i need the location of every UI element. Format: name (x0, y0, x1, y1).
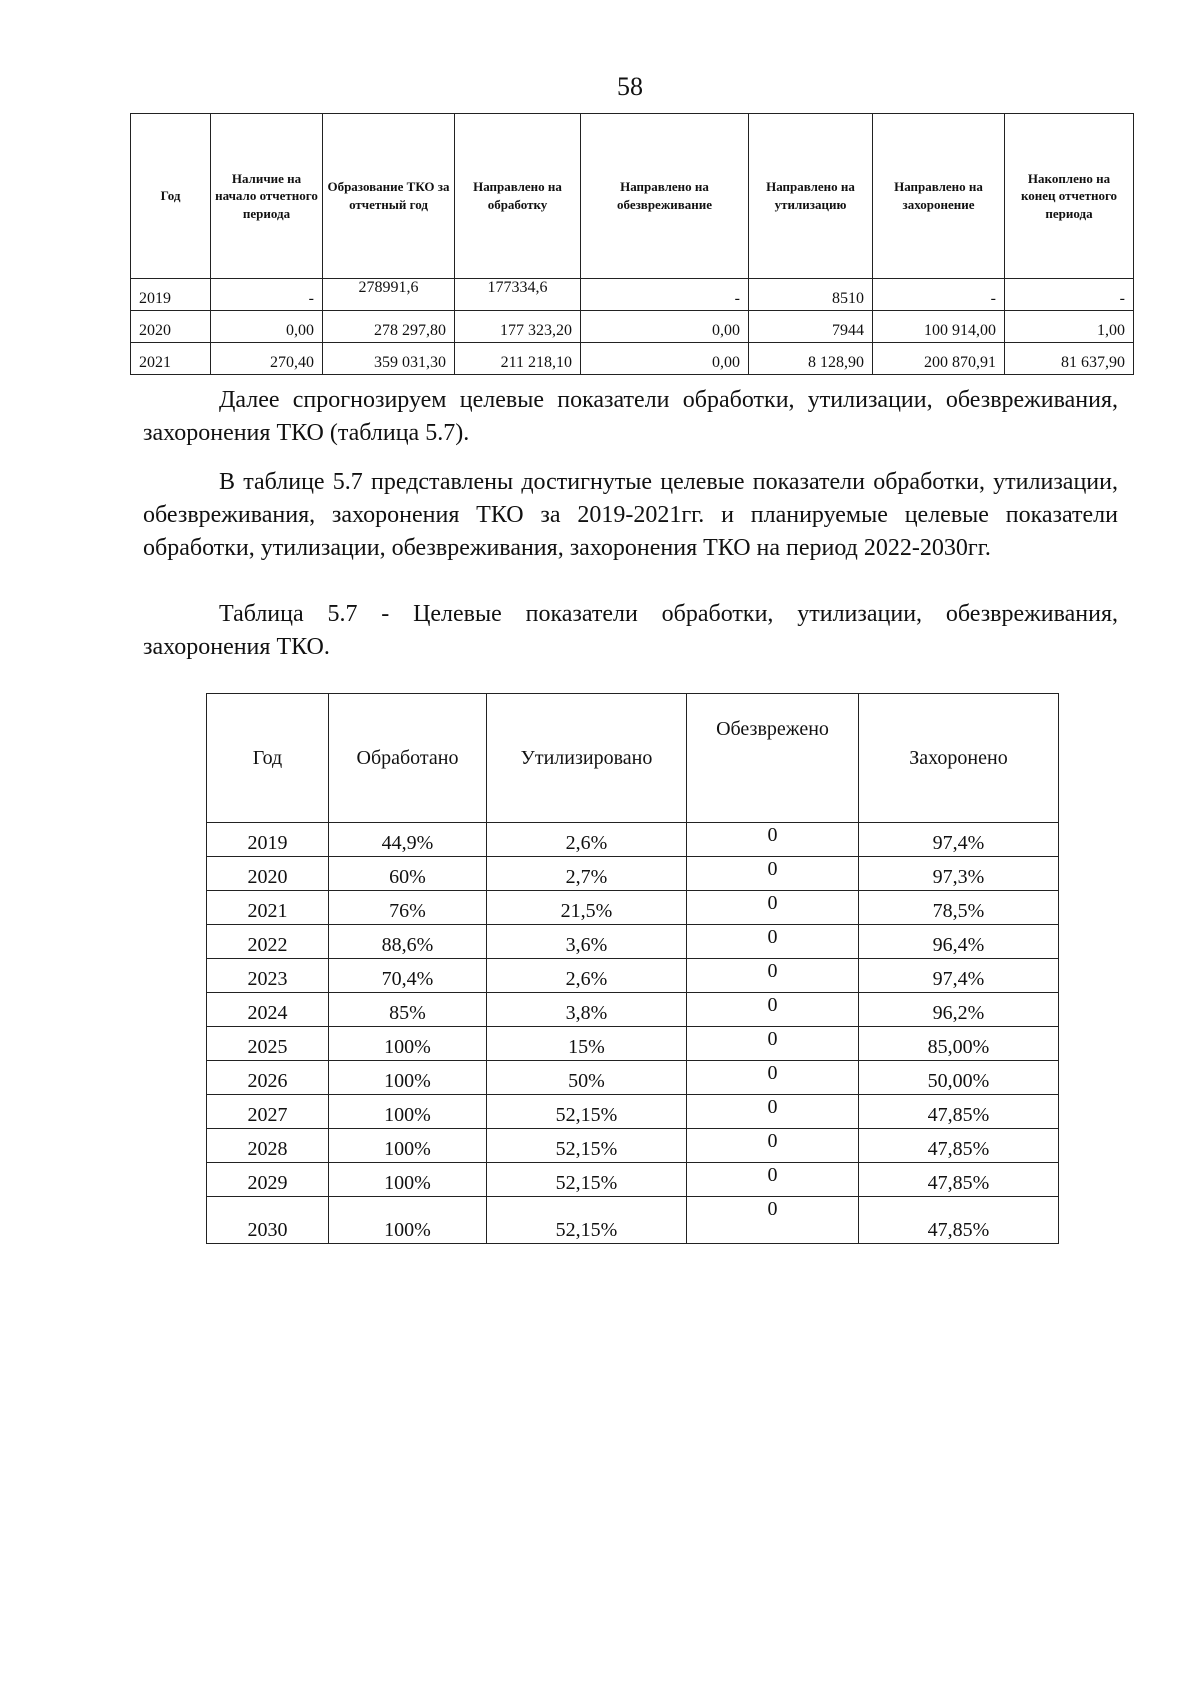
table-cell: 50% (487, 1061, 687, 1095)
table-cell: 100% (329, 1197, 487, 1244)
table-cell: 21,5% (487, 891, 687, 925)
table-row (131, 343, 1134, 375)
column-header: Наличие на начало отчетного периода (211, 114, 323, 279)
table-cell: - (211, 279, 323, 311)
table-cell: 2030 (207, 1197, 329, 1244)
table-cell: 78,5% (859, 891, 1059, 925)
table-cell: 2027 (207, 1095, 329, 1129)
table-row (207, 1027, 1059, 1061)
table-cell: 2028 (207, 1129, 329, 1163)
table-cell: 100% (329, 1027, 487, 1061)
column-header: Обработано (329, 694, 487, 823)
table-cell: 0 (687, 891, 859, 925)
table-cell: 81 637,90 (1005, 343, 1134, 375)
table-cell: 47,85% (859, 1129, 1059, 1163)
table-row (207, 1197, 1059, 1244)
table-cell: 1,00 (1005, 311, 1134, 343)
table-cell: 359 031,30 (323, 343, 455, 375)
table-cell: 2021 (131, 343, 211, 375)
table-cell: 7944 (749, 311, 873, 343)
table-cell: 2020 (207, 857, 329, 891)
table-cell: 52,15% (487, 1197, 687, 1244)
table-cell: 60% (329, 857, 487, 891)
table-row (131, 279, 1134, 311)
column-header: Обезврежено (687, 694, 859, 823)
table-cell: 2024 (207, 993, 329, 1027)
table-cell: 47,85% (859, 1095, 1059, 1129)
paragraph: В таблице 5.7 представлены достигнутые целевые показатели обработки, утилизации, обезвреживания, захоронения ТКО за 2019-2021гг. и планируемые целевые показатели обработки, утилизации, обезвреживания, захоронения ТКО на период 2022-2030гг. (143, 469, 1118, 561)
table-caption: Таблица 5.7 - Целевые показатели обработки, утилизации, обезвреживания, захоронения ТКО. (143, 601, 1118, 660)
table-cell: 47,85% (859, 1163, 1059, 1197)
column-header: Направлено на захоронение (873, 114, 1005, 279)
table-row (131, 311, 1134, 343)
table-cell: 2025 (207, 1027, 329, 1061)
table-cell: 88,6% (329, 925, 487, 959)
table-cell: 2026 (207, 1061, 329, 1095)
table-cell: 47,85% (859, 1197, 1059, 1244)
table-row (207, 1095, 1059, 1129)
table-cell: 96,2% (859, 993, 1059, 1027)
table-cell: 2,6% (487, 823, 687, 857)
table-cell: 97,4% (859, 823, 1059, 857)
table-row (207, 925, 1059, 959)
table-header-row (207, 694, 1059, 823)
table-cell: 100% (329, 1129, 487, 1163)
table-row (207, 891, 1059, 925)
table-cell: 3,6% (487, 925, 687, 959)
table-cell: - (1005, 279, 1134, 311)
table-cell: 100 914,00 (873, 311, 1005, 343)
table-cell: 2029 (207, 1163, 329, 1197)
target-indicators-table (206, 693, 1059, 1244)
column-header: Направлено на утилизацию (749, 114, 873, 279)
table-cell: 100% (329, 1061, 487, 1095)
table-cell: 0 (687, 1027, 859, 1061)
table-cell: 100% (329, 1095, 487, 1129)
table-cell: 15% (487, 1027, 687, 1061)
waste-balance-table (130, 113, 1134, 375)
table-cell: 52,15% (487, 1163, 687, 1197)
table-cell: 0 (687, 959, 859, 993)
table-cell: 44,9% (329, 823, 487, 857)
table-row (207, 993, 1059, 1027)
table-cell: 2023 (207, 959, 329, 993)
table-cell: 8 128,90 (749, 343, 873, 375)
table-cell: 100% (329, 1163, 487, 1197)
table-cell: 0 (687, 993, 859, 1027)
table-row (207, 1129, 1059, 1163)
table-cell: 2021 (207, 891, 329, 925)
table-cell: 97,3% (859, 857, 1059, 891)
table-cell: 200 870,91 (873, 343, 1005, 375)
table-cell: 76% (329, 891, 487, 925)
table-row (207, 823, 1059, 857)
table-cell: 0 (687, 1163, 859, 1197)
table-cell: 2,7% (487, 857, 687, 891)
table-cell: 96,4% (859, 925, 1059, 959)
column-header: Год (207, 694, 329, 823)
table-cell: 0 (687, 823, 859, 857)
table-cell: 278 297,80 (323, 311, 455, 343)
table-cell: 85% (329, 993, 487, 1027)
table-row (207, 1163, 1059, 1197)
table-cell: 177334,6 (455, 279, 581, 311)
table-cell: 278991,6 (323, 279, 455, 311)
table-cell: 0 (687, 1197, 859, 1244)
table-cell: 8510 (749, 279, 873, 311)
table-cell: 0 (687, 925, 859, 959)
table-cell: 0,00 (211, 311, 323, 343)
table-row (207, 959, 1059, 993)
page-number: 58 (617, 72, 643, 101)
table-cell: 0,00 (581, 343, 749, 375)
table-cell: 70,4% (329, 959, 487, 993)
column-header: Год (131, 114, 211, 279)
column-header: Направлено на обработку (455, 114, 581, 279)
table-header-row (131, 114, 1134, 279)
column-header: Накоплено на конец отчетного периода (1005, 114, 1134, 279)
column-header: Образование ТКО за отчетный год (323, 114, 455, 279)
table-cell: - (873, 279, 1005, 311)
column-header: Утилизировано (487, 694, 687, 823)
table-cell: 0,00 (581, 311, 749, 343)
table-cell: 270,40 (211, 343, 323, 375)
table-cell: 97,4% (859, 959, 1059, 993)
table-cell: 177 323,20 (455, 311, 581, 343)
table-cell: 3,8% (487, 993, 687, 1027)
table-cell: 52,15% (487, 1095, 687, 1129)
table-cell: - (581, 279, 749, 311)
table-cell: 2019 (131, 279, 211, 311)
table-row (207, 1061, 1059, 1095)
table-cell: 2022 (207, 925, 329, 959)
table-cell: 52,15% (487, 1129, 687, 1163)
table-cell: 2019 (207, 823, 329, 857)
table-cell: 0 (687, 1061, 859, 1095)
column-header: Направлено на обезвреживание (581, 114, 749, 279)
table-cell: 2020 (131, 311, 211, 343)
table-cell: 85,00% (859, 1027, 1059, 1061)
table-cell: 0 (687, 857, 859, 891)
table-row (207, 857, 1059, 891)
table-cell: 0 (687, 1095, 859, 1129)
column-header: Захоронено (859, 694, 1059, 823)
table-cell: 2,6% (487, 959, 687, 993)
paragraph: Далее спрогнозируем целевые показатели обработки, утилизации, обезвреживания, захоронения ТКО (таблица 5.7). (143, 387, 1118, 446)
table-cell: 0 (687, 1129, 859, 1163)
table-cell: 50,00% (859, 1061, 1059, 1095)
table-cell: 211 218,10 (455, 343, 581, 375)
